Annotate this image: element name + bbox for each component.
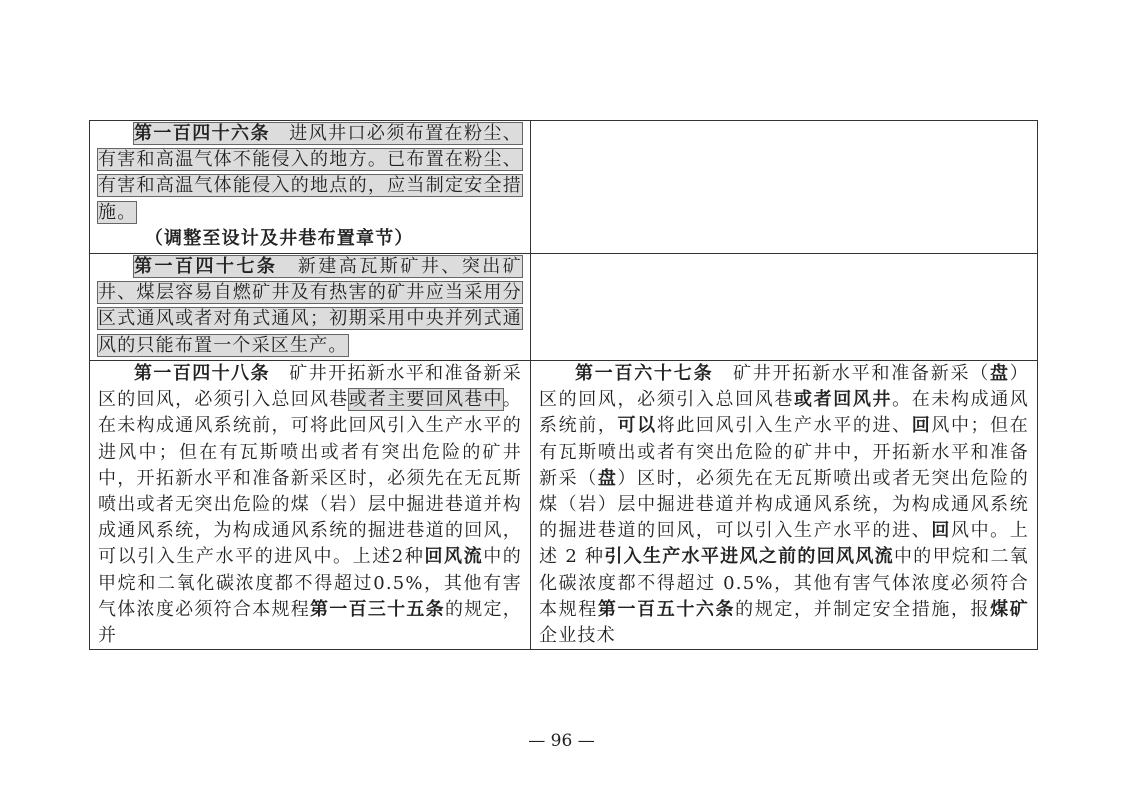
bold-text: 盘 [990, 363, 1010, 384]
bold-text: 盘 [597, 467, 618, 489]
bold-text: 可以 [617, 415, 657, 437]
comparison-table [89, 120, 1038, 650]
article-text: 。在未构成通风系统前， [539, 389, 1030, 437]
article-number: 第一百四十六条 [134, 123, 270, 144]
right-cell-empty [531, 121, 1038, 254]
article-text: 的规定，并制定安全措施，报 [735, 598, 991, 620]
article-number: 第一百四十七条 [134, 256, 278, 277]
bold-text: 回 [911, 415, 932, 437]
article-text: 将此回风引入生产水平的进、 [656, 415, 912, 437]
article-text: 矿井开拓新水平和准备新采区的回风，必须引入总回风巷 [98, 363, 522, 411]
bold-text: 回风流 [424, 546, 484, 568]
article-text: 中的甲烷和二氧化碳浓度都不得超过 0.5%，其他有害气体浓度必须符合本规程 [539, 546, 1029, 620]
bold-text: 第一百三十五条 [310, 598, 445, 620]
article-paragraph [98, 254, 522, 359]
article-text: 风中；但在有瓦斯喷出或者有突出危险的矿井中，开拓新水平和准备新采（ [539, 415, 1029, 489]
adjustment-note: （调整至设计及井巷布置章节） [144, 227, 414, 249]
bold-text: 或者回风井 [794, 389, 893, 411]
article-text: 的规定，并 [98, 598, 522, 647]
article-paragraph [539, 361, 1029, 649]
bold-text: 引入生产水平进风之前的回风风流 [604, 546, 894, 568]
table-row [90, 254, 1038, 361]
article-text: 进风井口必须布置在粉尘、有害和高温气体不能侵入的地方。已布置在粉尘、有害和高温气体能侵入的地点的，应当制定安全措施。 [98, 123, 522, 223]
article-text: 新建高瓦斯矿井、突出矿井、煤层容易自燃矿井及有热害的矿井应当采用分区式通风或者对角式通风；初期采用中央并列式通风的只能布置一个采区生产。 [98, 256, 522, 356]
article-paragraph [98, 361, 522, 649]
article-text: 风中。上述 2 种 [539, 520, 1030, 568]
article-paragraph [98, 121, 522, 226]
article-text: ）区时，必须先在无瓦斯喷出或者无突出危险的煤（岩）层中掘进巷道并构成通风系统，为构成通风系统的掘进巷道的回风，可以引入生产水平的进、 [539, 467, 1030, 542]
right-cell [531, 361, 1038, 650]
table-row [90, 361, 1038, 650]
article-number: 第一百四十八条 [134, 363, 270, 384]
article-text: 矿井开拓新水平和准备新采（ [713, 363, 991, 384]
bold-text: 煤矿 [990, 598, 1029, 620]
left-cell [90, 121, 531, 254]
highlighted-text: 或者主要回风巷中 [348, 389, 503, 411]
right-cell-empty [531, 254, 1038, 361]
bold-text: 回 [931, 520, 951, 542]
bold-text: 第一百五十六条 [597, 598, 736, 620]
table-row [90, 121, 1038, 254]
page-number: — 96 — [528, 731, 595, 751]
article-text: 。在未构成通风系统前，可将此回风引入生产水平的进风中；但在有瓦斯喷出或者有突出危险的矿井中，开拓新水平和准备新采区时，必须先在无瓦斯喷出或者无突出危险的煤（岩）层中掘进巷道并构成通风系统，为构成通风系统的掘进巷道的回风，可以引入生产水平的进风中。上述2种 [98, 389, 522, 568]
article-number: 第一百六十七条 [575, 363, 714, 384]
left-cell [90, 254, 531, 361]
left-cell [90, 361, 531, 650]
article-text: ）区的回风，必须引入总回风巷 [539, 363, 1029, 411]
article-text: 企业技术 [539, 625, 616, 647]
article-text: 中的甲烷和二氧化碳浓度都不得超过0.5%，其他有害气体浓度必须符合本规程 [98, 546, 522, 620]
